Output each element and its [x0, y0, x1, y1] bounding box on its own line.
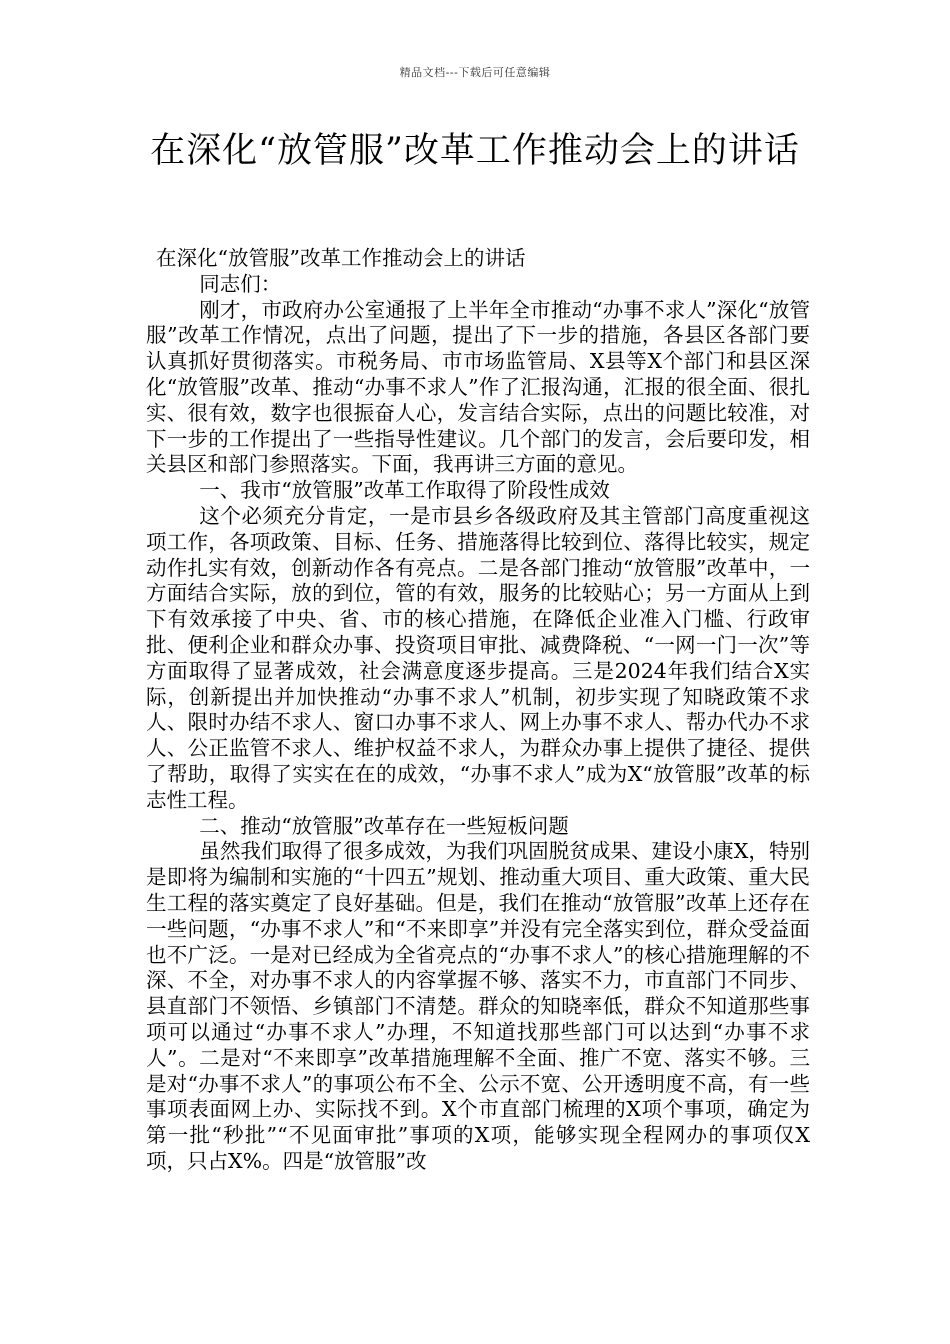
salutation: 同志们： — [199, 271, 282, 296]
header-note: 精品文档---下载后可任意编辑 — [399, 66, 551, 79]
paragraph: 虽然我们取得了很多成效，为我们巩固脱贫成果、建设小康X，特别是即将为编制和实施的“十四五”规划、推动重大项目、重大政策、重大民生工程的落实奠定了良好基础。但是，我们在推动“放管服”改革上还存在一些问题，“办事不求人”和“不来即享”并没有完全落实到位，群众受益面也不广泛。一是对已经成为全省亮点的“办事不求人”的核心措施理解的不深、不全，对办事不求人的内容掌握不够、落实不力，市直部门不同步、县直部门不领悟、乡镇部门不清楚。群众的知晓率低，群众不知道那些事项可以通过“办事不求人”办理，不知道找那些部门可以达到“办事不求人”。二是对“不来即享”改革措施理解不全面、推广不宽、落实不够。三是对“办事不求人”的事项公布不全、公示不宽、公开透明度不高，有一些事项表面网上办、实际找不到。X个市直部门梳理的X项个事项，确定为第一批“秒批”“不见面审批”事项的X项，能够实现全程网办的事项仅X项，只占X%。四是“放管服”改 — [146, 839, 810, 1173]
paragraph: 这个必须充分肯定，一是市县乡各级政府及其主管部门高度重视这项工作，各项政策、目标、任务、措施落得比较到位、落得比较实，规定动作扎实有效，创新动作各有亮点。二是各部门推动“放管服”改革中，一方面结合实际，放的到位，管的有效，服务的比较贴心；另一方面从上到下有效承接了中央、省、市的核心措施，在降低企业准入门槛、行政审批、便利企业和群众办事、投资项目审批、减费降税、“一网一门一次”等方面取得了显著成效，社会满意度逐步提高。三是2024年我们结合X实际，创新提出并加快推动“办事不求人”机制，初步实现了知晓政策不求人、限时办结不求人、窗口办事不求人、网上办事不求人、帮办代办不求人、公正监管不求人、维护权益不求人，为群众办事上提供了捷径、提供了帮助，取得了实实在在的成效，“办事不求人”成为X“放管服”改革的标志性工程。 — [146, 503, 810, 812]
document-subtitle: 在深化“放管服”改革工作推动会上的讲话 — [156, 246, 526, 270]
section-heading: 一、我市“放管服”改革工作取得了阶段性成效 — [199, 478, 610, 503]
section-heading: 二、推动“放管服”改革存在一些短板问题 — [199, 813, 569, 838]
document-body — [146, 246, 810, 1175]
document-title: 在深化“放管服”改革工作推动会上的讲话 — [150, 131, 800, 171]
paragraph: 刚才，市政府办公室通报了上半年全市推动“办事不求人”深化“放管服”改革工作情况，点出了问题，提出了下一步的措施，各县区各部门要认真抓好贯彻落实。市税务局、市市场监管局、X县等X个部门和县区深化“放管服”改革、推动“办事不求人”作了汇报沟通，汇报的很全面、很扎实、很有效，数字也很振奋人心，发言结合实际，点出的问题比较准，对下一步的工作提出了一些指导性建议。几个部门的发言，会后要印发，相关县区和部门参照落实。下面，我再讲三方面的意见。 — [146, 297, 810, 477]
